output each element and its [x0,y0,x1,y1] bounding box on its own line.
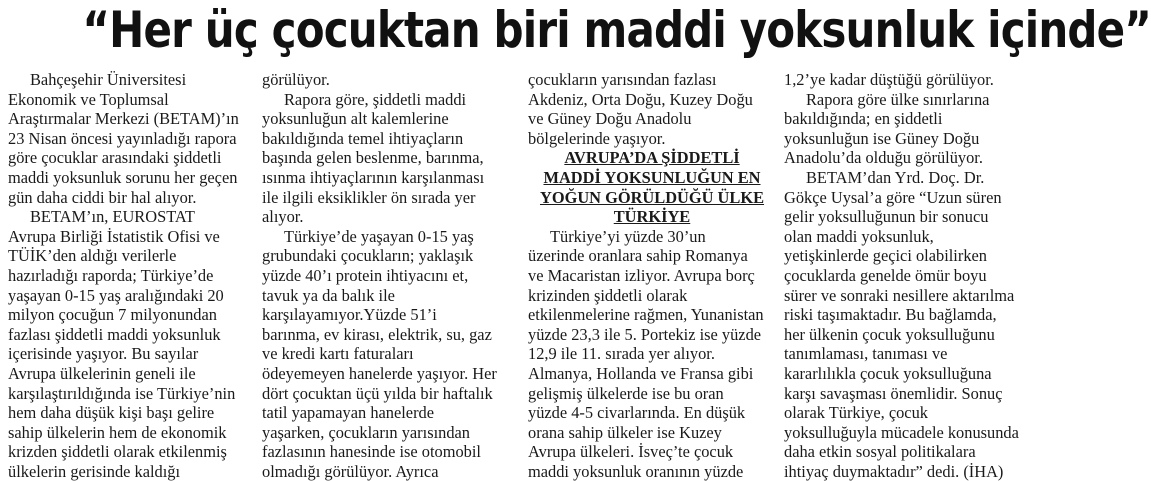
body-text-line: BETAM’ın, EUROSTAT [30,207,195,227]
body-text-line: ısınma ihtiyaçlarının karşılanması [262,167,485,187]
body-text-line: üzerinde oranlara sahip Romanya [528,246,748,266]
body-text-line: krizden şiddetli olarak etkilenmiş [8,442,227,462]
section-subheading-line: YOĞUN GÖRÜLDÜĞÜ ÜLKE [539,187,765,207]
body-text-line: her ülkenin çocuk yoksulluğunu [784,324,995,344]
body-text-line: yoksunluğun alt kalemlerine [262,109,449,129]
body-text-line: BETAM’dan Yrd. Doç. Dr. [806,167,985,187]
section-subheading-line: MADDİ YOKSUNLUĞUN EN [543,167,761,187]
body-text-line: ülkelerin gerisinde kaldığı [8,461,181,481]
body-text-line: olarak Türkiye, çocuk [784,403,928,423]
body-text-line: Ekonomik ve Toplumsal [8,89,169,109]
article-column-3 [528,70,776,481]
body-text-line: maddi yoksunluk oranının yüzde [528,461,744,481]
body-text-line: sürer ve sonraki nesillere aktarılma [784,285,1015,305]
body-text-line: Türkiye’de yaşayan 0-15 yaş [284,226,474,246]
body-text-line: fazlasının hanesinde ise otomobil [262,442,481,462]
body-text-line: milyon çocuğun 7 milyonundan [8,305,217,325]
body-text-line: gelişmiş ülkelerde ise bu oran [528,383,724,403]
body-text-line: krizinden şiddetli olarak [528,285,688,305]
body-text-line: Rapora göre, şiddetli maddi [284,89,467,109]
body-text-line: yaşayan 0-15 yaş aralığındaki 20 [8,285,224,305]
body-text-line: ile ilgili eksiklikler ön sırada yer [262,187,476,207]
body-text-line: orana sahip ülkeler ise Kuzey [528,422,722,442]
body-text-line: olan maddi yoksunluk, [784,226,934,246]
body-text-line: Anadolu’da olduğu görülüyor. [784,148,983,168]
body-text-line: grubundaki çocukların; yaklaşık [262,246,474,266]
article-headline: “Her üç çocuktan biri maddi yoksunluk içinde” [82,1,1151,59]
body-text-line: görülüyor. [262,70,330,89]
body-text-line: karşı savaşması önemlidir. Sonuç [784,383,1003,403]
body-text-line: yetişkinlerde geçici olabilirken [784,246,987,266]
article-column-4 [784,70,1028,481]
body-text-line: yüzde 40’ı protein ihtiyacını et, [262,265,469,285]
body-text-line: hem daha düşük kişi başı gelire [8,403,215,423]
body-text-line: yaşarken, çocukların yarısından [262,422,470,442]
body-text-line: tavuk ya da balık ile [262,285,395,305]
body-text-line: ve Güney Doğu Anadolu [528,109,692,129]
body-text-line: Araştırmalar Merkezi (BETAM)’ın [8,109,239,129]
body-text-line: yoksulluğuyla mücadele konusunda [784,422,1019,442]
body-text-line: bakıldığında temel ihtiyaçların [262,128,464,148]
body-text-line: sahip ülkelerin hem de ekonomik [8,422,227,442]
body-text-line: yüzde 23,3 ile 5. Portekiz ise yüzde [528,324,762,344]
body-text-line: çocuklarda genelde ömür boyu [784,265,987,285]
body-text-line: dört çocuktan üçü yılda bir haftalık [262,383,493,403]
body-text-line: karşılayamıyor.Yüzde 51’i [262,305,437,325]
body-text-line: alıyor. [262,207,304,227]
body-text-line: bölgelerinde yaşıyor. [528,128,666,148]
section-subheading-line: AVRUPA’DA ŞİDDETLİ [564,148,740,168]
body-text-line: ve kredi kartı faturaları [262,344,414,364]
body-text-line: olmadığı görülüyor. Ayrıca [262,461,439,481]
body-text-line: yoksunluğun ise Güney Doğu [784,128,980,148]
body-text-line: içerisinde yaşıyor. Bu sayılar [8,344,199,364]
body-text-line: Gökçe Uysal’a göre “Uzun süren [784,187,1002,207]
body-text-line: fazlası şiddetli maddi yoksunluk [8,324,221,344]
body-text-line: etkilenmelerine rağmen, Yunanistan [528,305,764,325]
body-text-line: Avrupa Birliği İstatistik Ofisi ve [8,226,220,246]
body-text-line: Avrupa ülkelerinin geneli ile [8,363,196,383]
body-text-line: riski taşımaktadır. Bu bağlamda, [784,305,997,325]
body-text-line: ve Macaristan izliyor. Avrupa borç [528,265,755,285]
body-text-line: gün daha ciddi bir hal alıyor. [8,187,197,207]
body-text-line: TÜİK’den aldığı verilerle [8,246,177,266]
body-text-line: çocukların yarısından fazlası [528,70,717,89]
article-column-2 [262,70,514,481]
article-column-1 [8,70,256,481]
body-text-line: bakıldığında; en şiddetli [784,109,943,129]
body-text-line: 23 Nisan öncesi yayınladığı rapora [8,128,237,148]
body-text-line: göre çocuklar arasındaki şiddetli [8,148,222,168]
body-text-line: Bahçeşehir Üniversitesi [30,70,187,89]
body-text-line: ödeyemeyen hanelerde yaşıyor. Her [262,363,497,383]
body-text-line: maddi yoksunluk sorunu her geçen [8,167,238,187]
body-text-line: kararlılıkla çocuk yoksulluğuna [784,363,992,383]
body-text-line: Akdeniz, Orta Doğu, Kuzey Doğu [528,89,753,109]
body-text-line: Almanya, Hollanda ve Fransa gibi [528,363,754,383]
body-text-line: Avrupa ülkeleri. İsveç’te çocuk [528,442,734,462]
body-text-line: 12,9 ile 11. sırada yer alıyor. [528,344,715,364]
body-text-line: ihtiyaç duymaktadır” dedi. (İHA) [784,461,1004,481]
body-text-line: Türkiye’yi yüzde 30’un [550,226,706,246]
body-text-line: gelir yoksulluğunun bir sonucu [784,207,989,227]
body-text-line: başında gelen beslenme, barınma, [262,148,484,168]
body-text-line: daha etkin sosyal politikalara [784,442,976,462]
body-text-line: hazırladığı raporda; Türkiye’de [8,265,214,285]
body-text-line: 1,2’ye kadar düştüğü görülüyor. [784,70,994,89]
body-text-line: tatil yapamayan hanelerde [262,403,435,423]
body-text-line: Rapora göre ülke sınırlarına [806,89,990,109]
section-subheading-line: TÜRKİYE [613,207,691,227]
body-text-line: karşılaştırıldığında ise Türkiye’nin [8,383,236,403]
body-text-line: yüzde 4-5 civarlarında. En düşük [528,403,746,423]
body-text-line: tanımlaması, tanıması ve [784,344,948,364]
body-text-line: barınma, ev kirası, elektrik, su, gaz [262,324,492,344]
